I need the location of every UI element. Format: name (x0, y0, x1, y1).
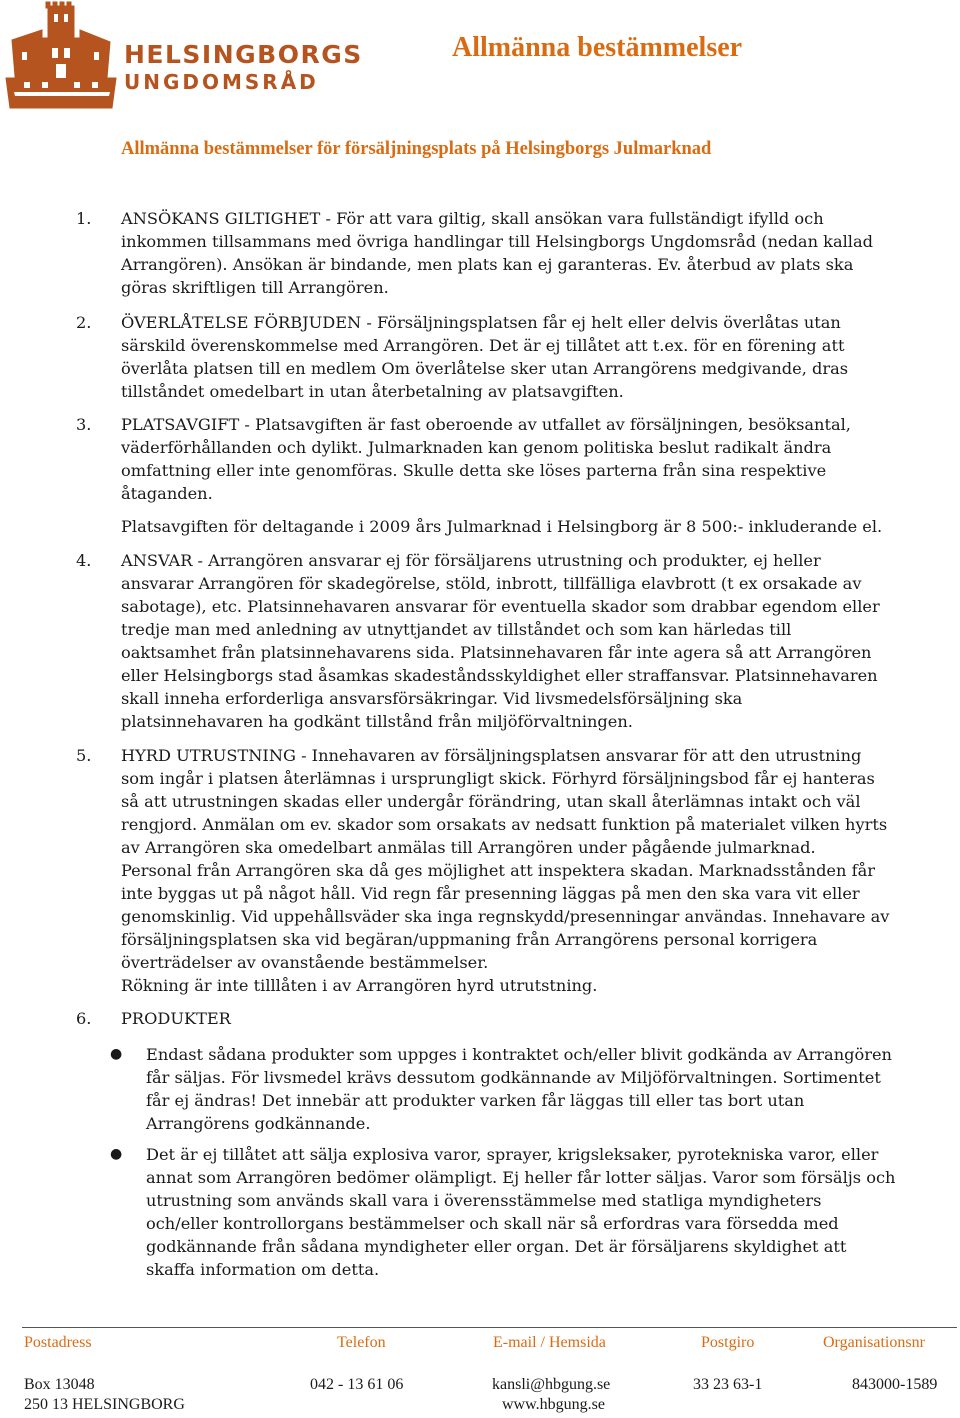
section-text (121, 744, 957, 997)
text-line: tredje man med anledning av utnyttjandet av tillståndet och som kan härledas till (121, 620, 792, 639)
text-line: ANSÖKANS GILTIGHET - För att vara giltig, skall ansökan vara fullständigt ifylld och (121, 209, 824, 228)
text-line: HYRD UTRUSTNING - Innehavaren av försäljningsplatsen ansvarar för att den utrustning (121, 746, 862, 765)
footer-label-orgnr: Organisationsnr (823, 1334, 925, 1351)
text-line: särskild överenskommelse med Arrangören. Det är ej tillåtet att t.ex. för en förening att (121, 336, 845, 355)
footer-website-link[interactable]: www.hbgung.se (502, 1396, 605, 1413)
logo-text-line1: HELSINGBORGS (124, 40, 363, 69)
footer-address-line1: Box 13048 (24, 1376, 95, 1393)
footer-label-email: E-mail / Hemsida (493, 1334, 606, 1351)
text-line: överlåta platsen till en medlem Om överlåtelse sker utan Arrangörens medgivande, dras (121, 359, 849, 378)
text-line: omfattning eller inte genomföras. Skulle detta ske löses parterna från sina respektive (121, 461, 827, 480)
text-line: tillståndet omedelbart in utan återbetalning av platsavgiften. (121, 382, 624, 401)
text-line: platsinnehavaren ha godkänt tillstånd från miljöförvaltningen. (121, 712, 633, 731)
text-line: åtaganden. (121, 484, 213, 503)
text-line: av Arrangören ska omedelbart anmälas till Arrangören under pågående julmarknad. (121, 838, 816, 857)
text-line: ANSVAR - Arrangören ansvarar ej för försäljarens utrustning och produkter, ej heller (121, 551, 821, 570)
text-line: får säljas. För livsmedel krävs dessutom godkännande av Miljöförvaltningen. Sortimentet (146, 1068, 881, 1087)
text-line: och/eller kontrollorgans bestämmelser och skall när så erfordras vara försedda med (146, 1214, 839, 1233)
bullet-text (146, 1143, 956, 1281)
section-text (121, 207, 957, 299)
text-line: eller Helsingborgs stad åsamkas skadeståndsskyldighet eller straffansvar. Platsinnehavaren (121, 666, 878, 685)
text-line: genomskinlig. Vid uppehållsväder ska inga regnskydd/presenningar användas. Innehavare av (121, 907, 890, 926)
text-line: PRODUKTER (121, 1009, 231, 1028)
text-line: så att utrustningen skadas eller undergår förändring, utan skall återlämnas intakt och väl (121, 792, 861, 811)
text-line: skaffa information om detta. (146, 1260, 380, 1279)
text-line: göras skriftligen till Arrangören. (121, 278, 389, 297)
section-number: 6. (76, 1009, 92, 1028)
section-number: 1. (76, 209, 92, 228)
section-text (121, 549, 957, 733)
section-text (121, 413, 957, 538)
text-line: oaktsamhet från platsinnehavarens sida. Platsinnehavaren får inte agera så att Arrangören (121, 643, 872, 662)
text-line: Det är ej tillåtet att sälja explosiva varor, sprayer, krigsleksaker, pyrotekniska varor, eller (146, 1145, 879, 1164)
document-subtitle: Allmänna bestämmelser för försäljningsplats på Helsingborgs Julmarknad (121, 139, 712, 159)
text-line: Endast sådana produkter som uppges i kontraktet och/eller blivit godkända av Arrangören (146, 1045, 892, 1064)
text-line: väderförhållanden och dylikt. Julmarknaden kan genom politiska beslut radikalt ändra (121, 438, 832, 457)
text-line: överträdelser av ovanstående bestämmelser. (121, 953, 489, 972)
text-line: som ingår i platsen återlämnas i ursprungligt skick. Förhyrd försäljningsbod får ej hanteras (121, 769, 875, 788)
bullet-icon: ● (110, 1146, 123, 1162)
page-title: Allmänna bestämmelser (452, 32, 743, 63)
text-line: Arrangören). Ansökan är bindande, men plats kan ej garanteras. Ev. återbud av plats ska (121, 255, 854, 274)
fee-statement: Platsavgiften för deltagande i 2009 års Julmarknad i Helsingborg är 8 500:- inkluderande el. (121, 517, 883, 536)
text-line: skall inneha erforderliga ansvarsförsäkringar. Vid livsmedelsförsäljning ska (121, 689, 743, 708)
text-line: Arrangörens godkännande. (146, 1114, 371, 1133)
footer-email-link[interactable]: kansli@hbgung.se (492, 1376, 611, 1393)
bullet-text (146, 1043, 956, 1135)
text-line: Personal från Arrangören ska då ges möjlighet att inspektera skadan. Marknadsstånden får (121, 861, 875, 880)
text-line: Rökning är inte tilllåten i av Arrangören hyrd utrutstning. (121, 976, 598, 995)
text-line: annat som Arrangören bedömer olämpligt. Ej heller får lotter säljas. Varor som försäljs och (146, 1168, 896, 1187)
footer-phone: 042 - 13 61 06 (310, 1376, 404, 1393)
text-line: inte byggas ut på något håll. Vid regn får presenning läggas på men den ska vara vit eller (121, 884, 860, 903)
section-number: 3. (76, 415, 92, 434)
section-number: 4. (76, 551, 92, 570)
section-number: 5. (76, 746, 92, 765)
section-text (121, 1007, 957, 1030)
text-line: inkommen tillsammans med övriga handlingar till Helsingborgs Ungdomsråd (nedan kallad (121, 232, 873, 251)
logo (2, 0, 363, 110)
text-line: godkännande från sådana myndigheter eller organ. Det är försäljarens skyldighet att (146, 1237, 847, 1256)
footer-label-telefon: Telefon (337, 1334, 386, 1351)
footer-postgiro: 33 23 63-1 (693, 1376, 763, 1393)
text-line: utrustning som används skall vara i överensstämmelse med statliga myndigheters (146, 1191, 822, 1210)
text-line: får ej ändras! Det innebär att produkter varken får läggas till eller tas bort utan (146, 1091, 805, 1110)
logo-text-line2: UNGDOMSRÅD (124, 70, 319, 94)
footer-address-line2: 250 13 HELSINGBORG (24, 1396, 185, 1413)
text-line: sabotage), etc. Platsinnehavaren ansvarar för eventuella skador som drabbar egendom eller (121, 597, 880, 616)
footer-label-postgiro: Postgiro (701, 1334, 755, 1351)
text-line: ansvarar Arrangören för skadegörelse, stöld, inbrott, tillfälliga elavbrott (t ex orsakade av (121, 574, 862, 593)
section-text (121, 311, 957, 403)
text-line: PLATSAVGIFT - Platsavgiften är fast oberoende av utfallet av försäljningen, besöksantal, (121, 415, 851, 434)
footer-divider (22, 1327, 957, 1328)
footer-label-postadress: Postadress (24, 1334, 92, 1351)
tower-emblem-icon (2, 0, 122, 112)
text-line: ÖVERLÅTELSE FÖRBJUDEN - Försäljningsplatsen får ej helt eller delvis överlåtas utan (121, 313, 841, 332)
footer-org-number: 843000-1589 (852, 1376, 938, 1393)
text-line: rengjord. Anmälan om ev. skador som orsakats av nedsatt funktion på materialet vilken hyrts (121, 815, 888, 834)
text-line: försäljningsplatsen ska vid begäran/uppmaning från Arrangörens personal korrigera (121, 930, 818, 949)
bullet-icon: ● (110, 1046, 123, 1062)
section-number: 2. (76, 313, 92, 332)
